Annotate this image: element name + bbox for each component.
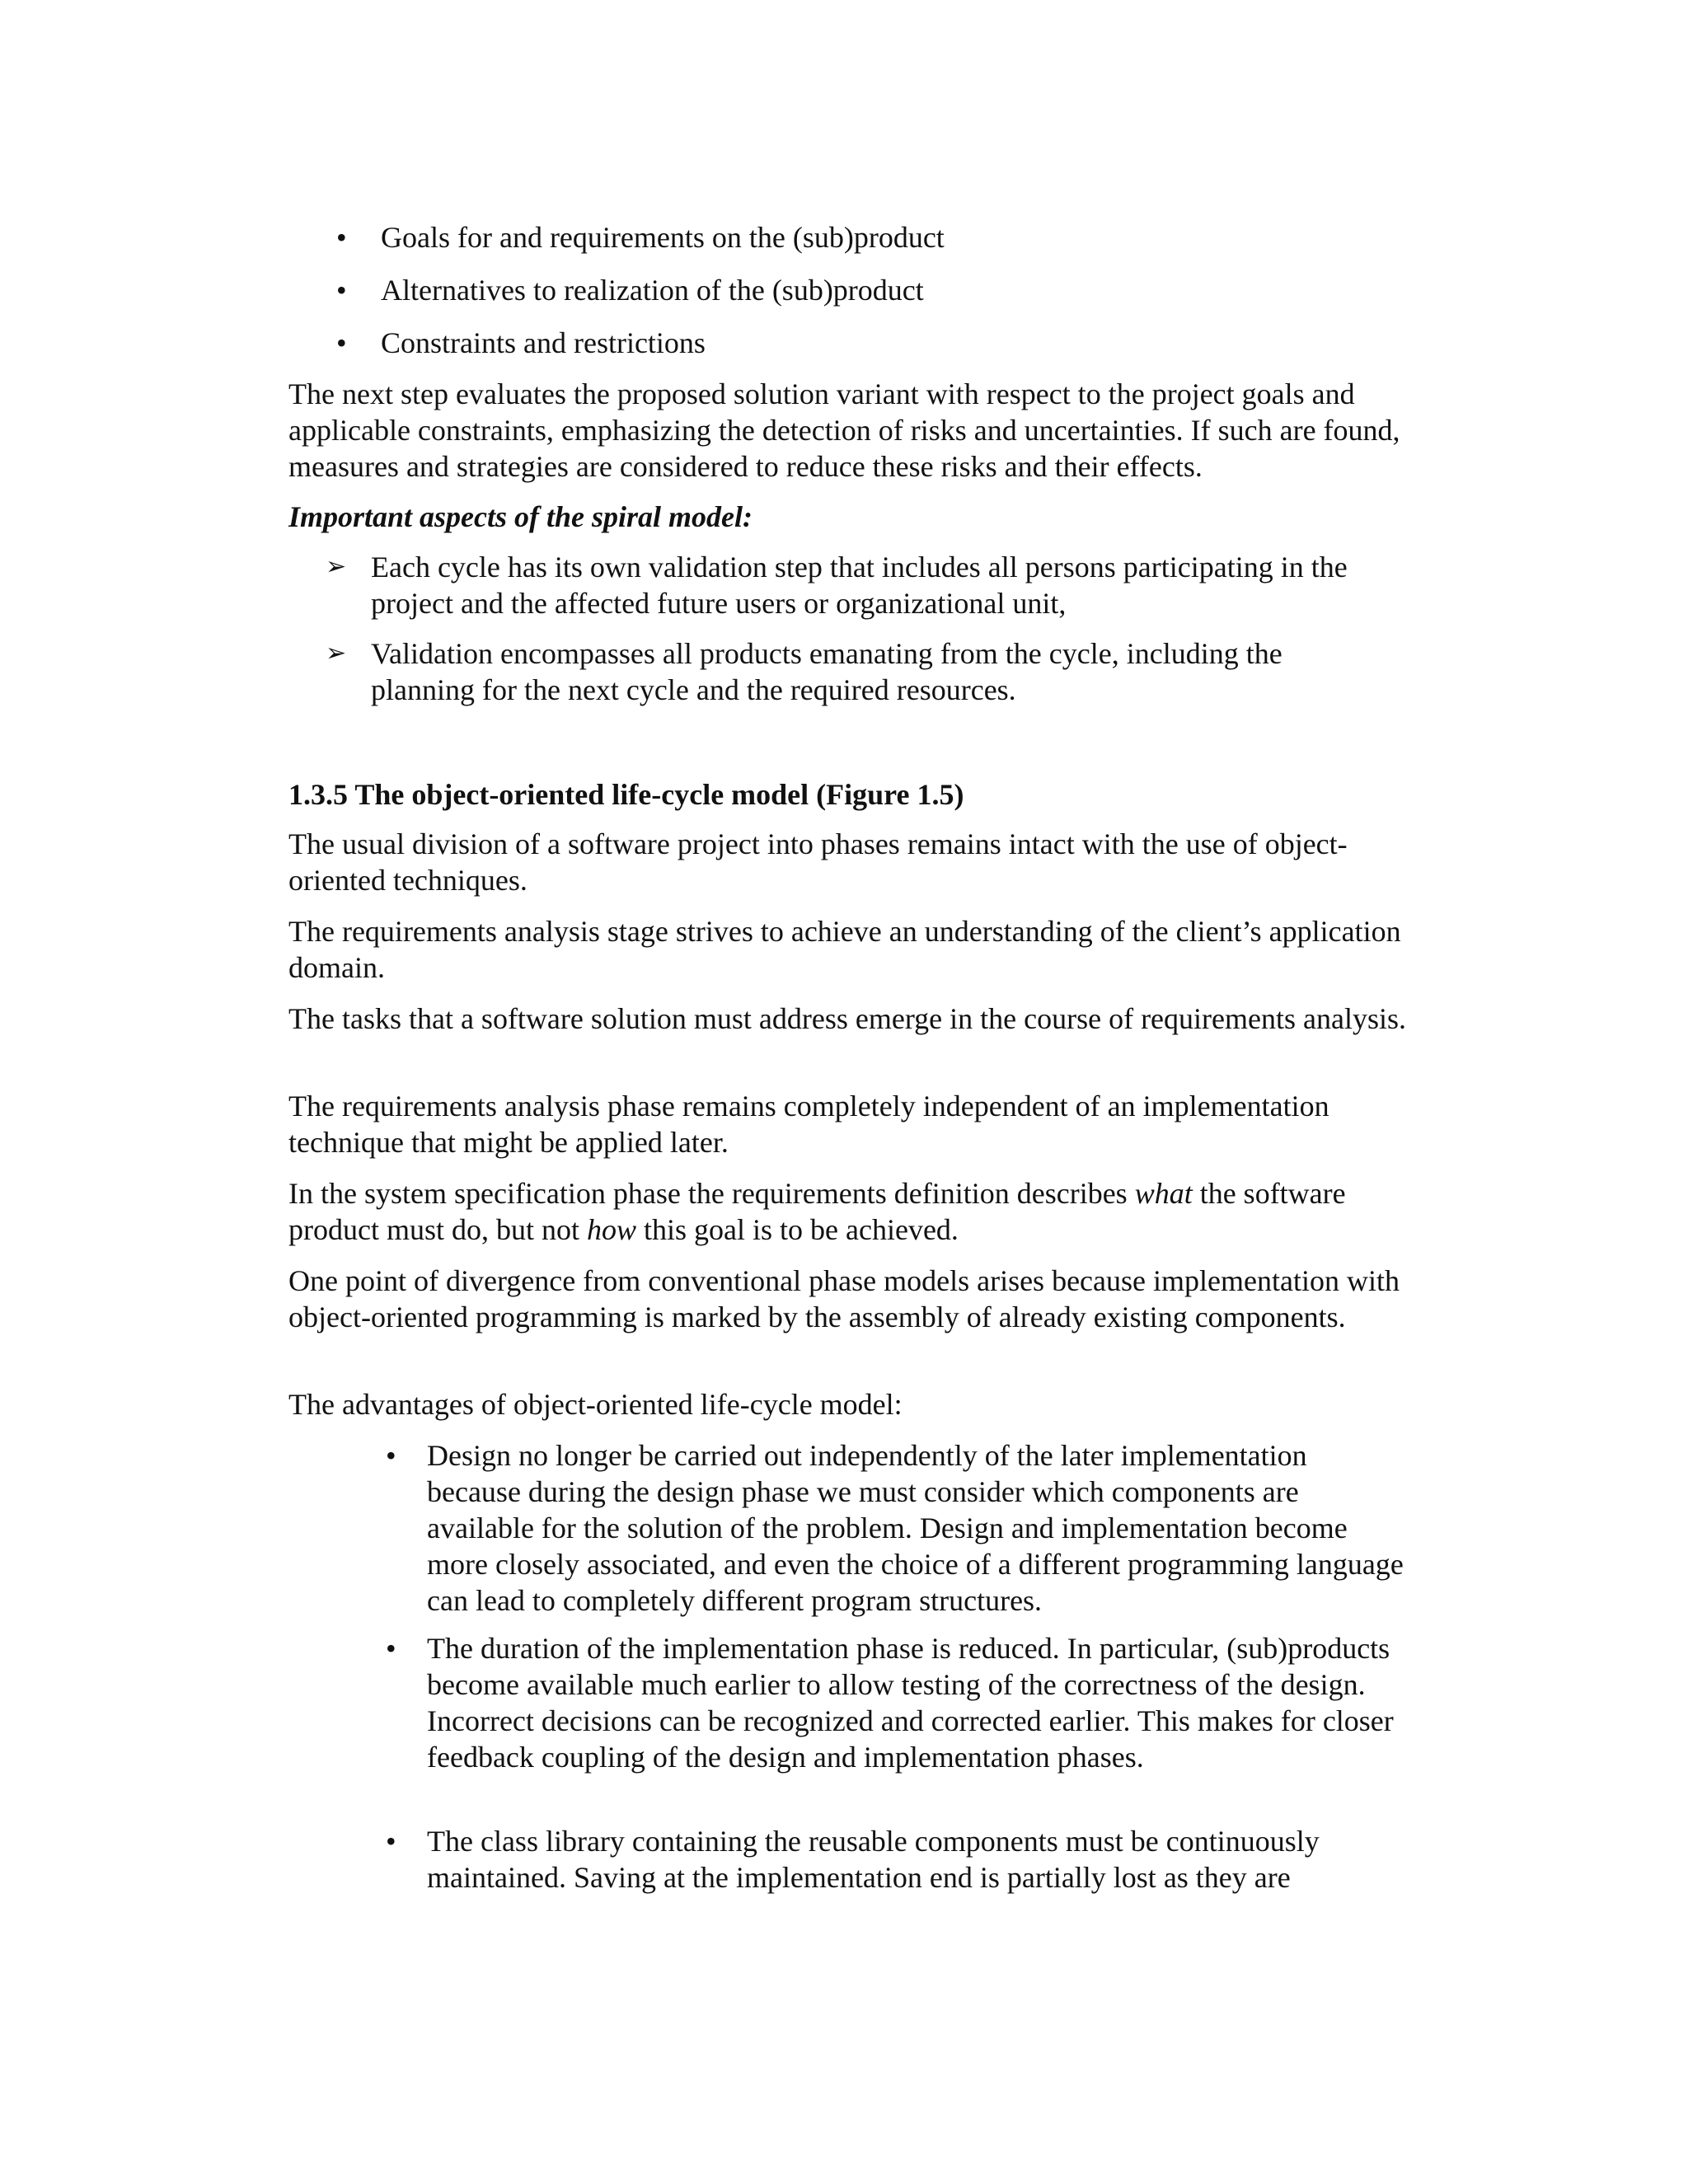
arrow-bullet-icon: ➢	[326, 552, 347, 581]
bullet-marker: •	[386, 1825, 396, 1858]
paragraph: The requirements analysis phase remains completely independent of an implementation technique that might be applied later.	[288, 1090, 1329, 1159]
paragraph: The tasks that a software solution must address emerge in the course of requirements analysis.	[288, 1002, 1406, 1035]
paragraph: The requirements analysis stage strives to achieve an understanding of the client’s application domain.	[288, 915, 1401, 984]
bullet-text: Goals for and requirements on the (sub)product	[381, 221, 945, 254]
text-segment: the software product must do, but not	[288, 1177, 1346, 1246]
advantage-text: The class library containing the reusable components must be continuously maintained. Saving at the implementation end is partially lost as they are	[427, 1825, 1320, 1894]
arrow-point-text: Each cycle has its own validation step that includes all persons participating in the project and the affected future users or organizational unit,	[371, 551, 1348, 620]
paragraph-divergence: One point of divergence from conventional phase models arises because implementation with object-oriented programming is marked by the assembly of already existing components.	[288, 1264, 1400, 1333]
text-segment: this goal is to be achieved.	[636, 1213, 959, 1246]
bullet-marker: •	[386, 1439, 396, 1472]
bullet-marker: •	[336, 274, 347, 307]
paragraph-next-step: The next step evaluates the proposed solution variant with respect to the project goals and applicable constraints, emphasizing the detection of risks and uncertainties. If such are found, measures and strategies are considered to reduce these risks and their effects.	[288, 377, 1400, 483]
section-heading: 1.3.5 The object-oriented life-cycle model (Figure 1.5)	[288, 778, 964, 811]
advantage-text: The duration of the implementation phase is reduced. In particular, (sub)products become available much earlier to allow testing of the correctness of the design. Incorrect decisions can be recognized and corrected earlier. This makes for closer feedback coupling of the design and implementation phases.	[427, 1632, 1394, 1774]
emphasis-how: how	[587, 1213, 637, 1246]
bullet-marker: •	[386, 1632, 396, 1665]
paragraph: The usual division of a software project into phases remains intact with the use of object-oriented techniques.	[288, 827, 1348, 897]
bullet-marker: •	[336, 326, 347, 359]
bullet-text: Constraints and restrictions	[381, 326, 706, 359]
spiral-aspects-heading: Important aspects of the spiral model:	[288, 500, 753, 533]
emphasis-what: what	[1134, 1177, 1193, 1210]
arrow-point-text: Validation encompasses all products emanating from the cycle, including the planning for the next cycle and the required resources.	[371, 637, 1282, 706]
arrow-bullet-icon: ➢	[326, 639, 347, 668]
text-segment: In the system specification phase the requirements definition describes	[288, 1177, 1135, 1210]
advantage-text: Design no longer be carried out independently of the later implementation because during the design phase we must consider which components are available for the solution of the problem. Design and implementation become more closely associated, and even the choice of a different programming language can lead to completely different program structures.	[427, 1439, 1404, 1617]
bullet-text: Alternatives to realization of the (sub)product	[381, 274, 924, 307]
paragraph-specification	[288, 1175, 1409, 1248]
bullet-marker: •	[336, 221, 347, 254]
advantages-intro: The advantages of object-oriented life-cycle model:	[288, 1388, 903, 1421]
